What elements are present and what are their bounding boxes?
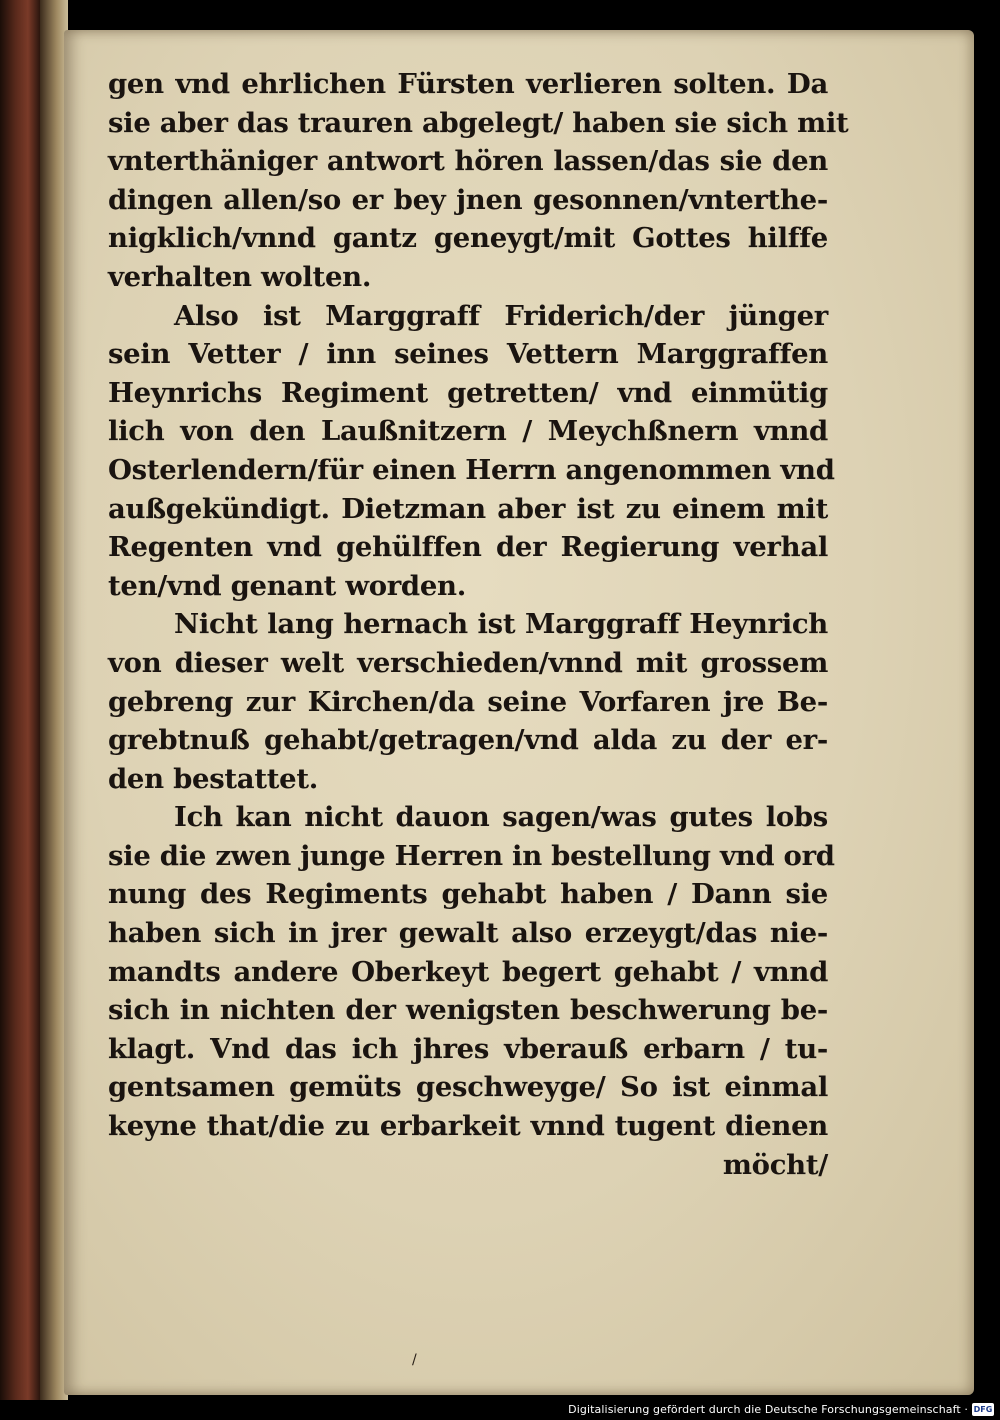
- text-line: gen vnd ehrlichen Fürsten verlieren solten. Da: [108, 68, 828, 100]
- text-line: lich von den Laußnitzern / Meychßnern vnnd: [108, 415, 828, 448]
- text-line: nung des Regiments gehabt haben / Dann sie: [108, 878, 828, 911]
- text-line: gebreng zur Kirchen/da seine Vorfaren jre Be-: [108, 685, 828, 718]
- text-line: mandts andere Oberkeyt begert gehabt / vnnd: [108, 955, 828, 988]
- text-line: klagt. Vnd das ich jhres vberauß erbarn / tu-: [108, 1032, 828, 1065]
- text-line: außgekündigt. Dietzman aber ist zu einem mit: [108, 492, 828, 525]
- text-line: dingen allen/so er bey jnen gesonnen/vnterthe-: [108, 183, 828, 216]
- text-line: sie die zwen junge Herren in bestellung vnd ord: [108, 839, 835, 872]
- text-line: von dieser welt verschieden/vnnd mit grossem: [108, 646, 828, 679]
- text-line: Osterlendern/für einen Herrn angenommen vnd: [108, 453, 835, 486]
- text-line: vnterthäniger antwort hören lassen/das sie den: [108, 145, 828, 178]
- text-line: sie aber das trauren abgelegt/ haben sie sich mit: [108, 106, 849, 139]
- paragraph-start-line: Also ist Marggraff Friderich/der jünger: [174, 299, 828, 332]
- catchword: möcht/: [722, 1148, 828, 1181]
- book-spine: [0, 0, 40, 1400]
- text-line: haben sich in jrer gewalt also erzeygt/das nie-: [108, 917, 828, 950]
- text-line: den bestattet.: [108, 762, 318, 795]
- footer-bar: [0, 1400, 1000, 1420]
- text-line: sein Vetter / inn seines Vettern Marggraffen: [108, 338, 828, 371]
- stray-mark: /: [412, 1352, 417, 1368]
- text-line: Heynrichs Regiment getretten/ vnd einmütig: [108, 376, 828, 409]
- text-line: ten/vnd genant worden.: [108, 569, 467, 602]
- dfg-logo: DFG: [973, 1405, 993, 1414]
- funding-credit: Digitalisierung gefördert durch die Deutsche Forschungsgemeinschaft ·: [568, 1403, 968, 1416]
- text-line: nigklich/vnnd gantz geneygt/mit Gottes hilffe: [108, 222, 828, 255]
- paragraph-start-line: Ich kan nicht dauon sagen/was gutes lobs: [174, 801, 828, 834]
- paragraph-start-line: Nicht lang hernach ist Marggraff Heynrich: [174, 608, 828, 641]
- text-line: verhalten wolten.: [108, 260, 372, 293]
- text-line: keyne that/die zu erbarkeit vnnd tugent dienen: [108, 1110, 828, 1143]
- text-line: Regenten vnd gehülffen der Regierung verhal: [108, 531, 828, 564]
- book-page: [64, 30, 974, 1395]
- text-line: gentsamen gemüts geschweyge/ So ist einmal: [108, 1071, 828, 1104]
- text-block: [108, 65, 849, 1184]
- text-line: sich in nichten der wenigsten beschwerung be-: [108, 994, 828, 1027]
- text-line: grebtnuß gehabt/getragen/vnd alda zu der er-: [108, 724, 828, 757]
